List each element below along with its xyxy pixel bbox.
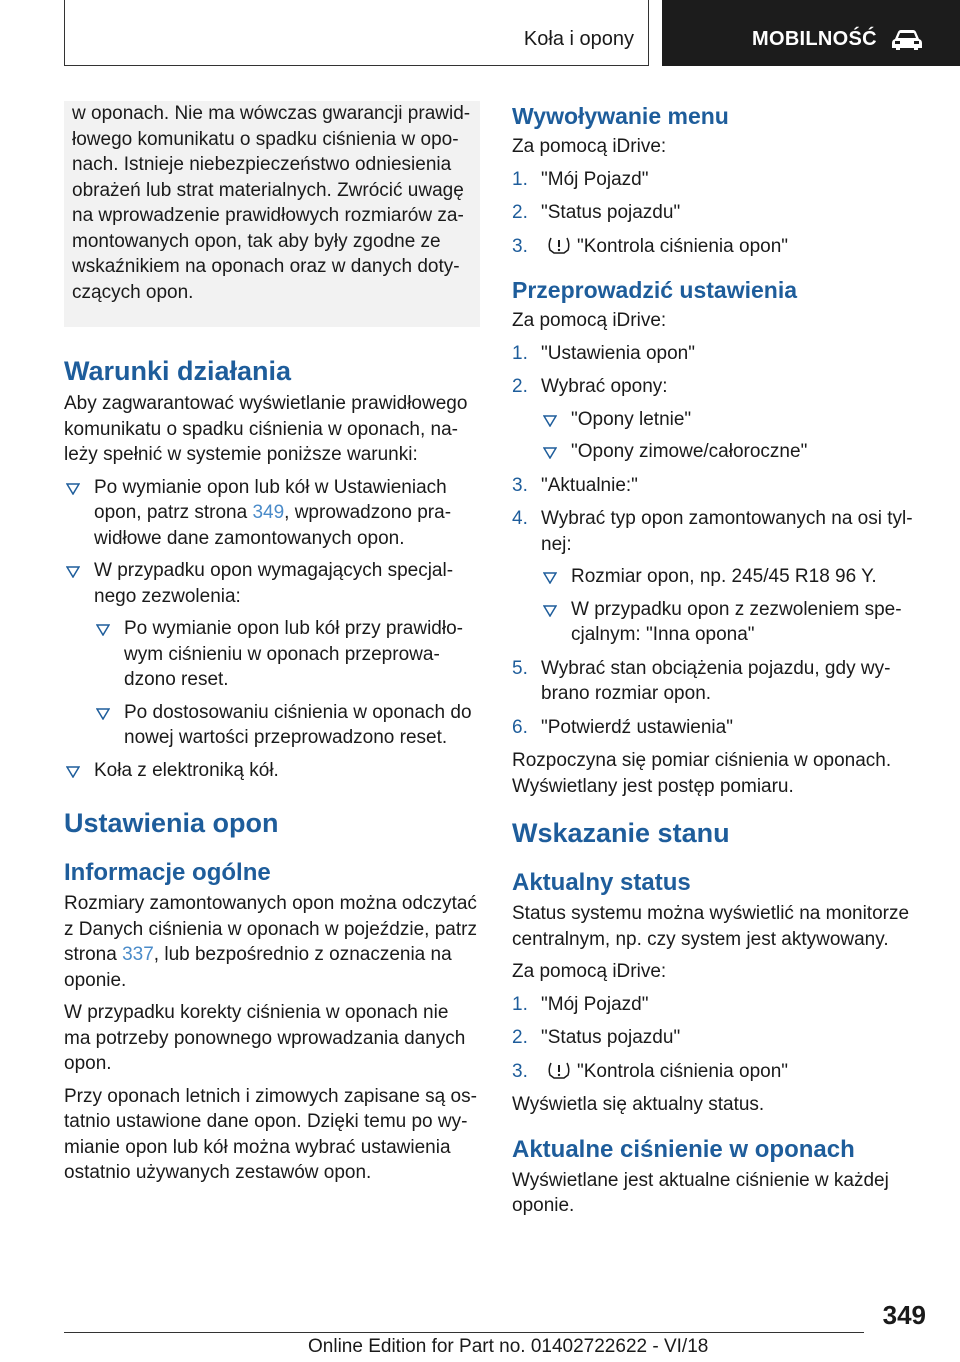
list-item: 1. "Ustawienia opon" bbox=[512, 342, 695, 364]
info-paragraph-3: Przy oponach letnich i zimowych zapisane są ostatnio ustawione dane opon. Dzięki temu po wymianie opon lub kół można wybrać ustawienia ostatnio używanych zestawów opon. bbox=[64, 1085, 477, 1183]
heading-aktualny-status: Aktualny status bbox=[512, 869, 691, 896]
pressure-text: Wyświetlane jest aktualne ciśnienie w każdej oponie. bbox=[512, 1169, 889, 1216]
heading-ustawienia-opon: Ustawienia opon bbox=[64, 808, 279, 838]
warning-box bbox=[64, 101, 480, 327]
triangle-bullet-icon bbox=[543, 415, 557, 427]
list-item: 1. "Mój Pojazd" bbox=[512, 168, 649, 190]
status-steps-list bbox=[512, 992, 928, 1085]
triangle-bullet-icon bbox=[543, 447, 557, 459]
header-section-title: Koła i opony bbox=[523, 28, 634, 50]
triangle-bullet-icon bbox=[66, 566, 80, 578]
car-icon bbox=[890, 28, 924, 52]
list-item: 2. "Status pojazdu" bbox=[512, 1027, 681, 1048]
list-item: 3. "Aktualnie:" bbox=[512, 474, 638, 496]
settings-steps-list bbox=[512, 341, 928, 741]
triangle-bullet-icon bbox=[96, 624, 110, 636]
page-number: 349 bbox=[882, 1300, 926, 1330]
list-item: W przypadku opon z zezwoleniem specjalnym: "Inna opona" bbox=[541, 597, 928, 648]
info-paragraph-1: Rozmiary zamontowanych opon można odczytać z Danych ciśnienia w oponach w pojeździe, patrz strona 337, lub bezpośrednio z oznaczenia na oponie. bbox=[64, 893, 477, 991]
list-item: 3. "Kontrola ciśnienia opon" bbox=[512, 235, 789, 257]
list-item: Koła z elektroniką kół. bbox=[64, 758, 480, 784]
list-item: Rozmiar opon, np. 245/45 R18 96 Y. bbox=[541, 564, 928, 590]
header-chapter-title: MOBILNOŚĆ bbox=[752, 28, 877, 50]
right-column bbox=[512, 101, 928, 1226]
triangle-bullet-icon bbox=[543, 605, 557, 617]
idrive-intro-2: Za pomocą iDrive: bbox=[512, 310, 667, 331]
tire-type-options bbox=[541, 407, 928, 465]
triangle-bullet-icon bbox=[66, 483, 80, 495]
list-item: "Opony zimowe/całoroczne" bbox=[541, 439, 928, 465]
left-column bbox=[64, 101, 480, 1193]
list-item: 1. "Mój Pojazd" bbox=[512, 993, 649, 1015]
list-item: W przypadku opon wymagających specjalnego zezwolenia: Po wymianie opon lub kół przy prawidłowym ciśnieniu w oponach przeprowadzono reset. Po dostosowaniu ciśnienia w oponach do nowej wartości przeprowadzono reset. bbox=[64, 558, 480, 751]
list-item: Po dostosowaniu ciśnienia w oponach do nowej wartości przeprowadzono reset. bbox=[94, 700, 480, 751]
heading-wskazanie: Wskazanie stanu bbox=[512, 818, 730, 848]
page-link-337[interactable]: 337 bbox=[122, 944, 154, 965]
list-item: 5. Wybrać stan obciążenia pojazdu, gdy wybrano rozmiar opon. bbox=[512, 657, 891, 704]
list-item: Po wymianie opon lub kół w Ustawieniach opon, patrz strona 349, wprowadzono prawidłowe dane zamontowanych opon. bbox=[64, 475, 480, 552]
heading-informacje: Informacje ogólne bbox=[64, 859, 271, 886]
heading-warunki: Warunki działania bbox=[64, 356, 292, 386]
warning-text: w oponach. Nie ma wówczas gwarancji prawidłowego komunikatu o spadku ciśnienia w oponach. Istnieje niebezpieczeństwo odniesienia obrażeń lub strat materialnych. Zwrócić uwagę na wprowadzenie prawidłowych rozmiarów zamontowanych opon, tak aby były zgodne ze wskaźnikiem na oponach oraz w danych dotyczących opon. bbox=[72, 103, 471, 303]
list-item: "Opony letnie" bbox=[541, 407, 928, 433]
status-result-text: Wyświetla się aktualny status. bbox=[512, 1094, 765, 1115]
sub-conditions-list bbox=[94, 616, 480, 751]
triangle-bullet-icon bbox=[66, 766, 80, 778]
menu-steps-list bbox=[512, 167, 928, 260]
list-item: 6. "Potwierdź ustawienia" bbox=[512, 716, 733, 738]
idrive-intro: Za pomocą iDrive: bbox=[512, 136, 667, 157]
tire-size-options bbox=[541, 564, 928, 648]
measurement-start-text: Rozpoczyna się pomiar ciśnienia w oponach. Wyświetlany jest postęp pomiaru. bbox=[512, 750, 892, 797]
footer-divider bbox=[64, 1332, 864, 1333]
tire-pressure-icon bbox=[547, 1060, 571, 1080]
tire-pressure-icon bbox=[547, 235, 571, 255]
page-link-349[interactable]: 349 bbox=[252, 502, 285, 523]
heading-przeprowadzic: Przeprowadzić ustawienia bbox=[512, 277, 798, 303]
idrive-intro-3: Za pomocą iDrive: bbox=[512, 961, 667, 982]
list-item: 4. Wybrać typ opon zamontowanych na osi tylnej: Rozmiar opon, np. 245/45 R18 96 Y. W przypadku opon z zezwoleniem specjalnym: "Inna opona" bbox=[512, 506, 928, 648]
triangle-bullet-icon bbox=[96, 708, 110, 720]
list-item: 2. "Status pojazdu" bbox=[512, 202, 681, 223]
list-item: 2. Wybrać opony: "Opony letnie" "Opony zimowe/całoroczne" bbox=[512, 374, 928, 465]
warunki-intro: Aby zagwarantować wyświetlanie prawidłowego komunikatu o spadku ciśnienia w oponach, należy spełnić w systemie poniższe warunki: bbox=[64, 393, 468, 465]
heading-wywolywanie: Wywoływanie menu bbox=[512, 103, 729, 129]
triangle-bullet-icon bbox=[543, 572, 557, 584]
status-text: Status systemu można wyświetlić na monitorze centralnym, np. czy system jest aktywowany. bbox=[512, 903, 910, 950]
list-item: 3. "Kontrola ciśnienia opon" bbox=[512, 1060, 789, 1082]
info-paragraph-2: W przypadku korekty ciśnienia w oponach nie ma potrzeby ponownego wprowadzania danych opon. bbox=[64, 1002, 466, 1074]
footer-edition: Online Edition for Part no. 01402722622 - VI/18 bbox=[308, 1336, 709, 1357]
heading-aktualne-cisnienie: Aktualne ciśnienie w oponach bbox=[512, 1135, 855, 1163]
conditions-list bbox=[64, 475, 480, 784]
list-item: Po wymianie opon lub kół przy prawidłowym ciśnieniu w oponach przeprowadzono reset. bbox=[94, 616, 480, 693]
